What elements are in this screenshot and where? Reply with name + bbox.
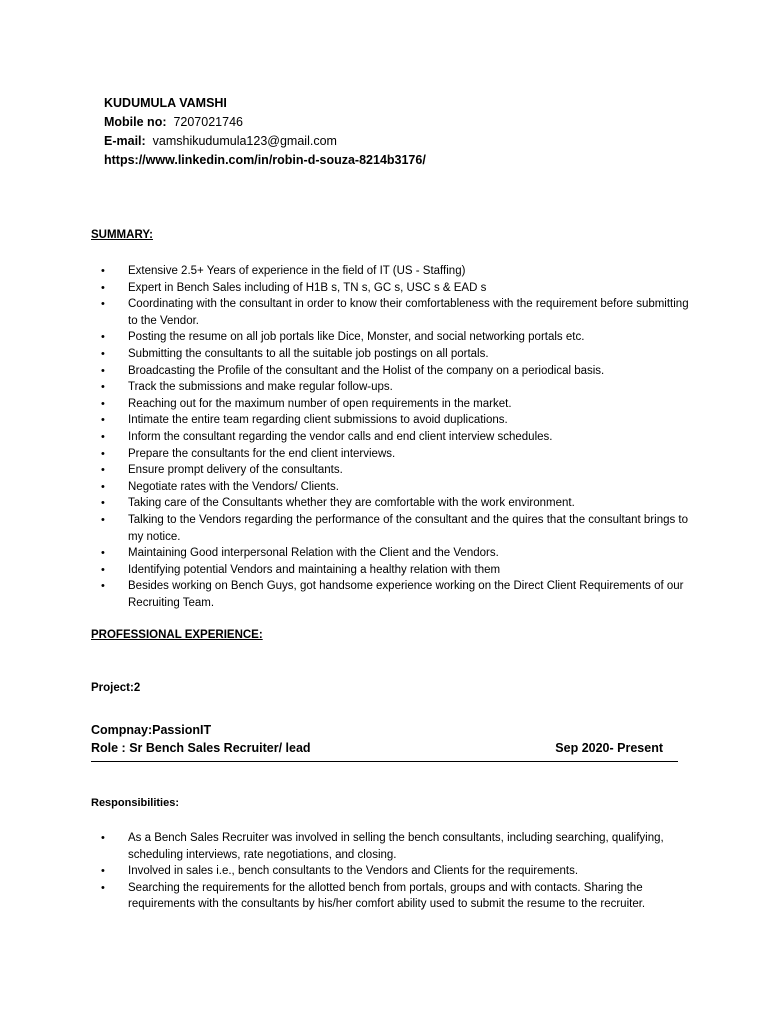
role-period: Sep 2020- Present (555, 741, 663, 755)
list-item: • Expert in Bench Sales including of H1B s, TN s, GC s, USC s & EAD s (91, 280, 691, 297)
bullet-icon: • (101, 447, 105, 460)
role-title: Role : Sr Bench Sales Recruiter/ lead (91, 741, 311, 755)
bullet-icon: • (101, 265, 105, 277)
mobile-line (104, 113, 426, 132)
bullet-icon: • (101, 347, 105, 360)
summary-title: SUMMARY: (91, 229, 153, 241)
list-item: • Extensive 2.5+ Years of experience in the field of IT (US - Staffing) (91, 263, 691, 280)
bullet-icon: • (101, 547, 105, 560)
list-item: • Involved in sales i.e., bench consultants to the Vendors and Clients for the requirements. (91, 863, 691, 880)
list-item: • Posting the resume on all job portals like Dice, Monster, and social networking portals etc. (91, 329, 691, 346)
bullet-icon: • (101, 563, 105, 576)
bullet-icon: • (101, 513, 105, 526)
list-item: • Talking to the Vendors regarding the performance of the consultant and the quires that the consultant brings to my notice. (101, 513, 689, 543)
bullet-icon: • (101, 430, 105, 443)
project-label: Project:2 (91, 682, 141, 694)
bullet-icon: • (101, 381, 105, 394)
bullet-icon: • (101, 331, 105, 344)
responsibilities-title: Responsibilities: (91, 797, 180, 809)
candidate-name: KUDUMULA VAMSHI (104, 96, 227, 110)
company-name: Compnay:PassionIT (91, 723, 212, 737)
email-label: E-mail: (104, 134, 146, 148)
email-value: vamshikudumula123@gmail.com (152, 134, 337, 148)
list-item: • As a Bench Sales Recruiter was involved in selling the bench consultants, including searching, qualifying, scheduling interviews, rate negotiations, and closing. (101, 832, 664, 861)
list-item: • Ensure prompt delivery of the consultants. (91, 462, 691, 479)
list-item: • Maintaining Good interpersonal Relation with the Client and the Vendors. (91, 545, 691, 562)
bullet-icon: • (101, 281, 105, 294)
list-item: • Reaching out for the maximum number of open requirements in the market. (91, 396, 691, 413)
email-line (104, 132, 426, 151)
contact-header (104, 94, 426, 170)
linkedin-link[interactable]: https://www.linkedin.com/in/robin-d-souza-8214b3176/ (104, 153, 426, 167)
list-item: • Prepare the consultants for the end client interviews. (91, 446, 691, 463)
list-item: • Track the submissions and make regular follow-ups. (91, 379, 691, 396)
bullet-icon: • (101, 364, 105, 377)
experience-title: PROFESSIONAL EXPERIENCE: (91, 629, 263, 641)
list-item: • Besides working on Bench Guys, got handsome experience working on the Direct Client Requirements of our Recruiting Team. (101, 580, 684, 609)
bullet-icon: • (101, 881, 105, 894)
list-item: • Taking care of the Consultants whether they are comfortable with the work environment. (91, 495, 691, 512)
bullet-icon: • (101, 480, 105, 493)
bullet-icon: • (101, 832, 105, 844)
list-item: • Inform the consultant regarding the vendor calls and end client interview schedules. (91, 429, 691, 446)
list-item: • Submitting the consultants to all the suitable job postings on all portals. (91, 346, 691, 363)
bullet-icon: • (101, 414, 105, 427)
bullet-icon: • (101, 865, 105, 878)
mobile-label: Mobile no: (104, 115, 167, 129)
list-item: • Intimate the entire team regarding client submissions to avoid duplications. (91, 412, 691, 429)
bullet-icon: • (101, 397, 105, 410)
bullet-icon: • (101, 497, 105, 510)
list-item: • Searching the requirements for the allotted bench from portals, groups and with contacts. Sharing the requirements with the consultants by his/her comfort ability used to submit the resume to the recruiter. (101, 881, 646, 911)
list-item: • Coordinating with the consultant in order to know their comfortableness with the requirement before submitting to the Vendor. (101, 298, 689, 327)
list-item: • Identifying potential Vendors and maintaining a healthy relation with them (91, 562, 691, 579)
list-item: • Broadcasting the Profile of the consultant and the Holist of the company on a periodical basis. (91, 363, 691, 380)
list-item: • Negotiate rates with the Vendors/ Clients. (91, 479, 691, 496)
role-line (91, 741, 678, 762)
bullet-icon: • (101, 464, 105, 477)
mobile-value: 7207021746 (173, 115, 243, 129)
summary-list (91, 263, 691, 611)
bullet-icon: • (101, 580, 105, 593)
bullet-icon: • (101, 298, 105, 311)
responsibilities-list (91, 830, 691, 913)
